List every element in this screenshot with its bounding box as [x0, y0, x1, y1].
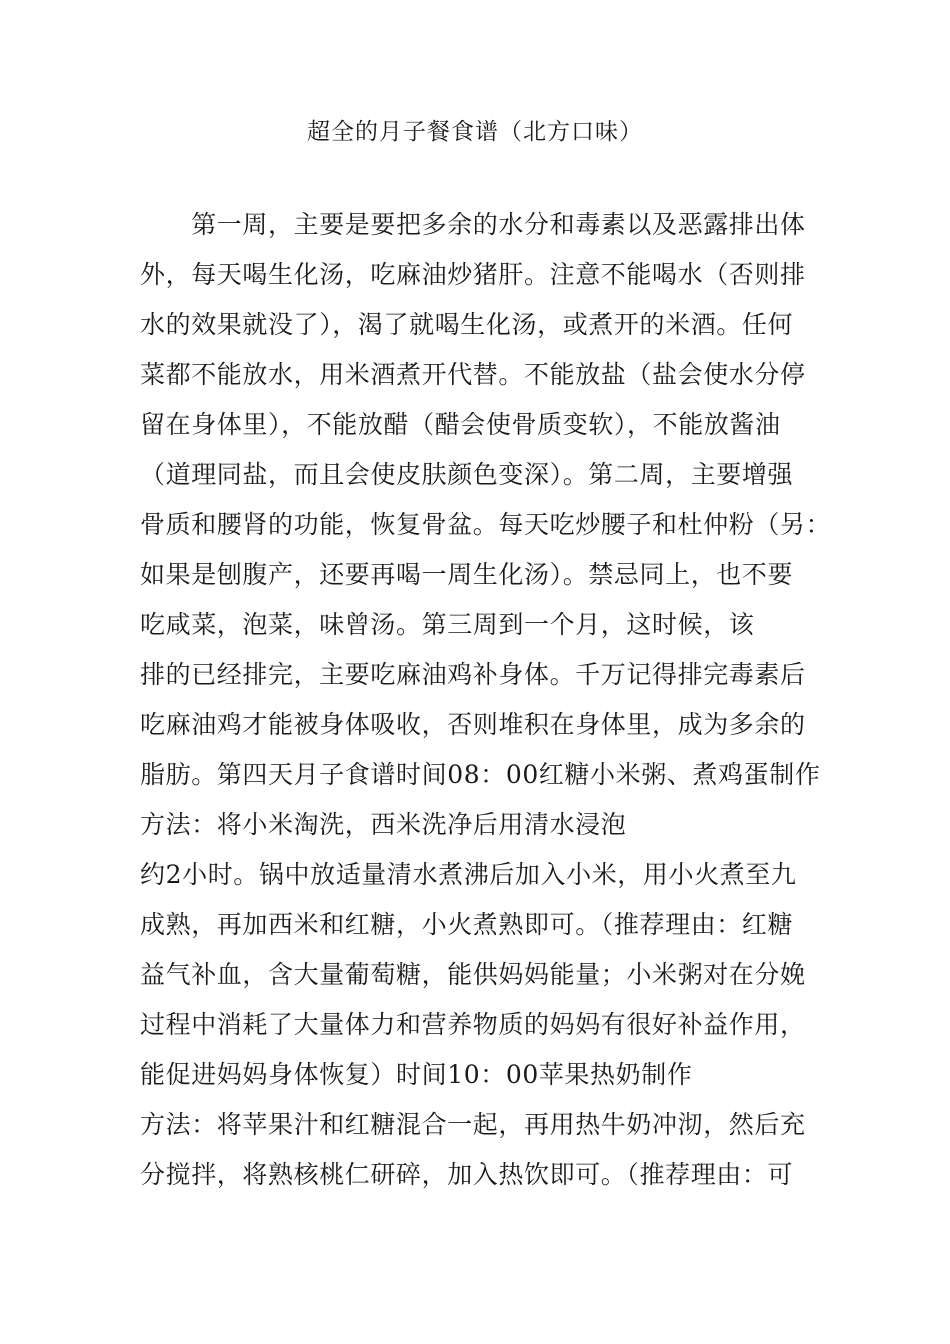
paragraph-line: 骨质和腰肾的功能，恢复骨盆。每天吃炒腰子和杜仲粉（另： — [140, 510, 832, 539]
paragraph-line: 吃麻油鸡才能被身体吸收，否则堆积在身体里，成为多余的 — [140, 710, 806, 739]
paragraph-line: 方法：将小米淘洗，西米洗净后用清水浸泡 — [140, 810, 627, 839]
paragraph-line: 脂肪。第四天月子食谱时间08：00红糖小米粥、煮鸡蛋制作 — [140, 760, 821, 789]
paragraph-line: （道理同盐，而且会使皮肤颜色变深）。第二周，主要增强 — [140, 460, 794, 489]
paragraph-line: 约2小时。锅中放适量清水煮沸后加入小米，用小火煮至九 — [140, 860, 797, 889]
page-title: 超全的月子餐食谱（北方口味） — [307, 119, 643, 145]
paragraph-line: 方法：将苹果汁和红糖混合一起，再用热牛奶冲沏，然后充 — [140, 1110, 806, 1139]
paragraph-line: 排的已经排完，主要吃麻油鸡补身体。千万记得排完毒素后 — [140, 660, 806, 689]
paragraph-line: 成熟，再加西米和红糖，小火煮熟即可。（推荐理由：红糖 — [140, 910, 794, 939]
paragraph-line: 过程中消耗了大量体力和营养物质的妈妈有很好补益作用， — [140, 1010, 806, 1039]
paragraph-line: 菜都不能放水，用米酒煮开代替。不能放盐（盐会使水分停 — [140, 360, 806, 389]
paragraph-line: 第一周，主要是要把多余的水分和毒素以及恶露排出体 — [140, 210, 806, 239]
paragraph-line: 留在身体里），不能放醋（醋会使骨质变软），不能放酱油 — [140, 410, 781, 439]
paragraph-line: 外，每天喝生化汤，吃麻油炒猪肝。注意不能喝水（否则排 — [140, 260, 806, 289]
paragraph-line: 益气补血，含大量葡萄糖，能供妈妈能量；小米粥对在分娩 — [140, 960, 806, 989]
paragraph-line: 分搅拌，将熟核桃仁研碎，加入热饮即可。（推荐理由：可 — [140, 1160, 794, 1189]
paragraph-line: 吃咸菜，泡菜，味曾汤。第三周到一个月，这时候，该 — [140, 610, 755, 639]
paragraph-line: 水的效果就没了），渴了就喝生化汤，或煮开的米酒。任何 — [140, 310, 794, 339]
paragraph-line: 如果是刨腹产，还要再喝一周生化汤）。禁忌同上，也不要 — [140, 560, 794, 589]
paragraph-line: 能促进妈妈身体恢复）时间10：00苹果热奶制作 — [140, 1060, 693, 1089]
